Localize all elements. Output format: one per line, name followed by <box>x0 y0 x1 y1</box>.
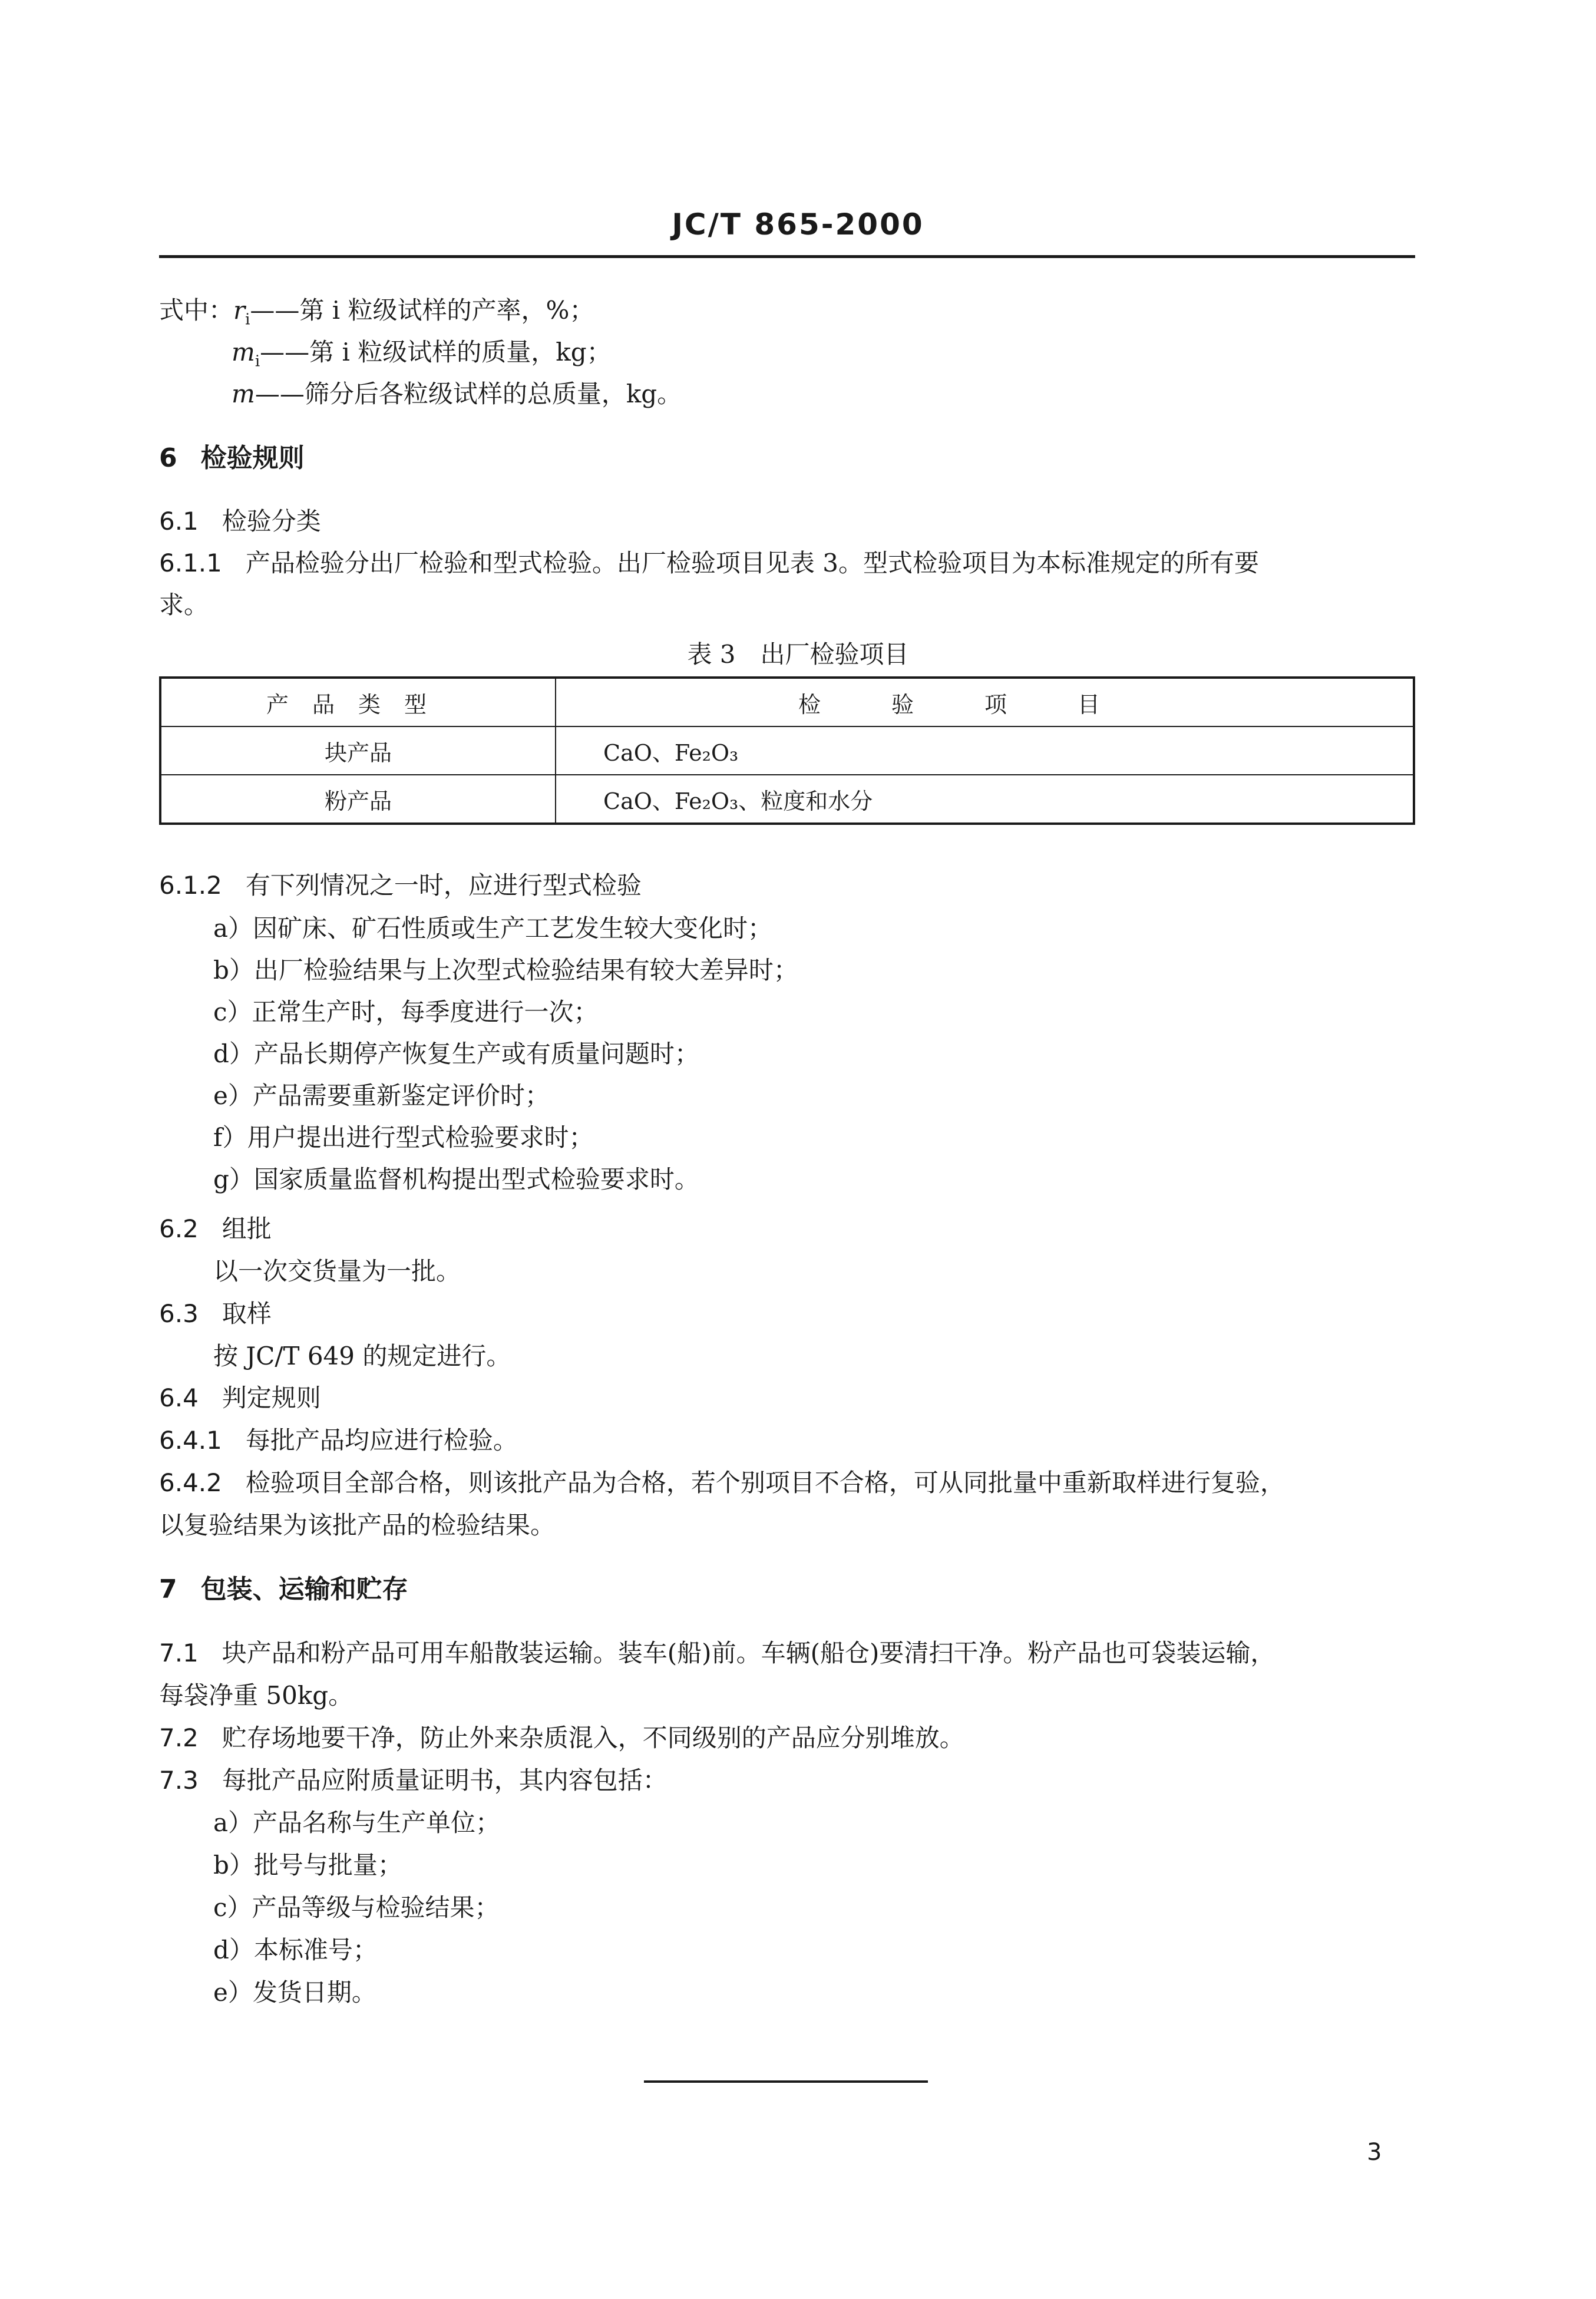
section-7-3-heading <box>159 1768 668 1793</box>
section-6-4-heading <box>159 1383 321 1412</box>
list-item: b）出厂检验结果与上次型式检验结果有较大差异时； <box>213 956 798 985</box>
inspection-items-table <box>159 676 1415 825</box>
table-cell-items: CaO、Fe₂O₃、粒度和水分 <box>556 775 1414 824</box>
symbol-m-desc: ——筛分后各粒级试样的总质量，kg。 <box>255 379 682 408</box>
section-6-1-num: 6.1 <box>159 507 199 536</box>
symbol-m: m <box>232 379 255 408</box>
section-7-title: 包装、运输和贮存 <box>200 1574 408 1604</box>
list-item: e）发货日期。 <box>213 1978 376 2007</box>
section-6-1-1-line-2: 求。 <box>159 590 209 619</box>
table-row <box>160 726 1414 775</box>
formula-where-lead: 式中： <box>159 296 234 325</box>
symbol-mi-desc: ——第 i 粒级试样的质量，kg； <box>260 338 612 366</box>
section-7-1-num: 7.1 <box>159 1639 199 1667</box>
table-cell-items: CaO、Fe₂O₃ <box>556 726 1414 775</box>
section-7-num: 7 <box>159 1574 177 1604</box>
list-item: a）因矿床、矿石性质或生产工艺发生较大变化时； <box>213 914 773 943</box>
section-6-4-2-num: 6.4.2 <box>159 1468 222 1497</box>
header-rule <box>159 255 1415 258</box>
section-6-1-1-line-1 <box>159 551 1259 576</box>
section-6-1-1-num: 6.1.1 <box>159 549 222 577</box>
section-7-1-line-2: 每袋净重 50kg。 <box>159 1681 353 1710</box>
section-6-2-num: 6.2 <box>159 1214 199 1243</box>
section-6-3-body: 按 JC/T 649 的规定进行。 <box>213 1342 511 1370</box>
table-3-caption: 表 3 出厂检验项目 <box>687 640 909 669</box>
section-6-1-2-num: 6.1.2 <box>159 871 222 900</box>
list-item: d）本标准号； <box>213 1935 378 1964</box>
section-6-3-heading <box>159 1299 272 1328</box>
section-6-2-title: 组批 <box>222 1214 272 1243</box>
list-item: b）批号与批量； <box>213 1851 402 1880</box>
list-item: c）产品等级与检验结果； <box>213 1893 500 1922</box>
section-6-4-2-line-2: 以复验结果为该批产品的检验结果。 <box>159 1511 556 1540</box>
section-6-1-heading <box>159 509 321 534</box>
section-6-1-2-title: 有下列情况之一时，应进行型式检验 <box>245 871 642 900</box>
section-7-1-text-1: 块产品和粉产品可用车船散装运输。装车(船)前。车辆(船仓)要清扫干净。粉产品也可袋装运输， <box>222 1639 1276 1667</box>
section-6-1-1-text-1: 产品检验分出厂检验和型式检验。出厂检验项目见表 3。型式检验项目为本标准规定的所有要 <box>245 549 1259 577</box>
list-item: g）国家质量监督机构提出型式检验要求时。 <box>213 1165 699 1194</box>
section-7-2 <box>159 1723 964 1752</box>
section-6-heading <box>159 445 305 471</box>
table-row <box>160 775 1414 824</box>
section-6-4-1-body: 每批产品均应进行检验。 <box>245 1426 518 1455</box>
formula-where-line-1 <box>159 298 594 327</box>
table-cell-product: 粉产品 <box>160 775 556 824</box>
section-6-4-num: 6.4 <box>159 1383 199 1412</box>
section-7-heading <box>159 1574 408 1604</box>
section-6-4-2-line-1 <box>159 1468 1285 1497</box>
formula-where-line-3 <box>232 379 682 408</box>
table-cell-product: 块产品 <box>160 726 556 775</box>
list-item: e）产品需要重新鉴定评价时； <box>213 1081 550 1110</box>
section-6-3-title: 取样 <box>222 1299 272 1328</box>
list-item: f）用户提出进行型式检验要求时； <box>213 1123 594 1152</box>
list-item: d）产品长期停产恢复生产或有质量问题时； <box>213 1039 699 1068</box>
symbol-ri-desc: ——第 i 粒级试样的产率，%； <box>250 296 594 325</box>
list-item: a）产品名称与生产单位； <box>213 1808 501 1837</box>
table-header-row <box>160 678 1414 726</box>
symbol-ri-sub: i <box>245 311 250 329</box>
section-6-4-2-text-1: 检验项目全部合格，则该批产品为合格，若个别项目不合格，可从同批量中重新取样进行复验， <box>245 1468 1285 1497</box>
section-6-4-1-num: 6.4.1 <box>159 1426 222 1455</box>
table-header-product-type: 产品类型 <box>160 678 556 726</box>
section-7-3-title: 每批产品应附质量证明书，其内容包括： <box>222 1766 668 1795</box>
list-item: c）正常生产时，每季度进行一次； <box>213 997 599 1026</box>
symbol-mi: m <box>232 338 255 366</box>
section-6-title: 检验规则 <box>200 443 305 473</box>
section-6-4-1 <box>159 1428 518 1453</box>
section-6-1-title: 检验分类 <box>222 507 321 536</box>
page-number: 3 <box>1367 2139 1382 2166</box>
section-6-4-title: 判定规则 <box>222 1383 321 1412</box>
symbol-ri: r <box>233 296 246 325</box>
section-7-2-body: 贮存场地要干净，防止外来杂质混入，不同级别的产品应分别堆放。 <box>222 1723 964 1752</box>
section-6-2-heading <box>159 1214 272 1243</box>
symbol-mi-sub: i <box>255 352 260 371</box>
formula-where-line-2 <box>232 340 612 369</box>
end-rule <box>644 2080 928 2083</box>
section-7-1-line-1 <box>159 1641 1275 1666</box>
section-6-num: 6 <box>159 443 177 473</box>
section-6-2-body: 以一次交货量为一批。 <box>213 1257 461 1286</box>
section-6-3-num: 6.3 <box>159 1299 199 1328</box>
section-7-2-num: 7.2 <box>159 1723 199 1752</box>
table-header-inspection-items: 检验项目 <box>556 678 1414 726</box>
standard-number-header: JC/T 865-2000 <box>672 207 924 242</box>
section-6-1-2-heading <box>159 873 642 898</box>
section-7-3-num: 7.3 <box>159 1766 199 1795</box>
